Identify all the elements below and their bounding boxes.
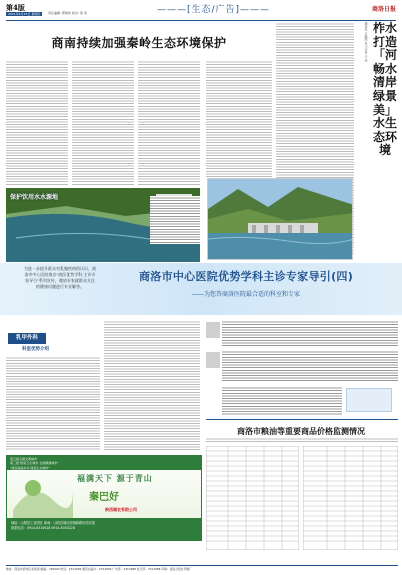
price-table-left [206,446,299,550]
water-photo-caption: 保护饮用水水源地 [10,194,59,201]
water-photo-text [150,196,200,244]
page-number: 第4版 [6,3,25,12]
price-section-rule [206,419,398,420]
ad-phone: 联系电话：0914-8310618 0914-8303228 [11,526,75,530]
page-footer: 地址：商洛市商州区北新街 邮编：726000 电话：2313999 通讯总编办：2313999 广告部：2313988 发行部：2313988 印刷：商洛日报社印刷厂 [6,565,398,571]
department-subtitle: 科室优势介绍 [22,347,49,352]
top-story-title: 商南持续加强秦岭生态环境保护 [51,36,227,50]
banner-intro-text: 为进一步提升群众对乳腺疾病的认识，商洛市中心医院推出"商医优势学科·主诊专家导引"系列宣传，邀请专家就群众关注的健康问题进行专业解答。 [24,266,96,289]
ad-top-strip [7,456,201,470]
ad-bottom-strip [7,518,201,541]
ad-top-line-3: "商洛美丽乡村·商洛生态城市" [10,465,50,470]
river-dam-photo [207,178,353,260]
doctor-profile-1 [222,320,398,346]
top-story-body-col-1 [6,60,68,185]
doctor-photo-2 [206,352,220,368]
side-story-headline: 柞水打造「河畅水清岸绿景美」水生态环境 [372,21,397,158]
side-story-byline: 通讯员 王继辉 见习记者 王 鸿 [364,22,368,62]
ad-brand: 秦巴好 [89,492,119,503]
banner-subtitle: ——为您答商洛医院最合适的科室和专家 [191,291,300,298]
issue-date: 2021年4月15日 星期四 [8,12,41,16]
newspaper-logo: 商洛日报 [371,6,396,13]
section-label: ———[生态/广告]——— [157,5,271,15]
consultation-info [222,386,342,416]
ad-top-line-1: 第五届全国文明城市 [10,457,38,461]
advertisement [6,455,202,541]
editor-info: 责任编辑: 郭建伟 校对: 蔡 刘 [48,11,87,15]
top-story-body-col-4 [206,60,272,178]
department-label: 乳甲外科 [8,333,46,344]
hospital-thumbnail [346,388,392,412]
top-story-body-col-2 [72,60,134,185]
doctor-photo-1 [206,322,220,338]
department-body-col-2 [104,320,200,450]
doctor-profile-2 [222,350,398,382]
ad-top-line-2: 第三届"国家卫生城市·全国健康城市" [10,461,59,466]
top-story-body-col-3 [138,60,200,185]
ad-slogan: 福满天下 源于青山 [77,473,153,483]
price-section-title: 商洛市粮油等重要商品价格监测情况 [237,427,365,436]
price-intro [206,437,398,443]
price-table-right [303,446,398,550]
ad-company: 陕西福农有限公司 [105,507,137,512]
department-body-col-1 [6,356,100,450]
ad-address: 地址：山阳县工业园区 商南：山阳县城区前街新路好站对面 [11,521,95,525]
header-rule [6,20,396,21]
banner-title: 商洛市中心医院优势学科主诊专家导引(四) [138,270,354,283]
